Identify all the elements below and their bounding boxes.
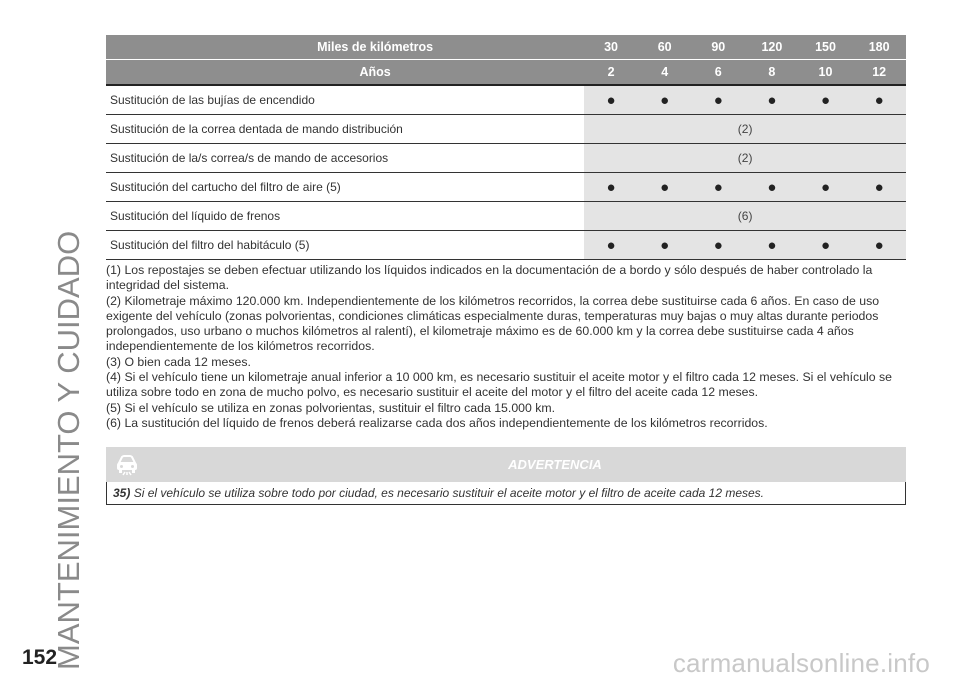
warning-box bbox=[106, 447, 906, 505]
service-dot: ● bbox=[799, 173, 853, 202]
year-value: 4 bbox=[638, 60, 692, 86]
service-dot: ● bbox=[745, 85, 799, 115]
service-dot: ● bbox=[691, 231, 745, 260]
service-dot: ● bbox=[691, 85, 745, 115]
km-value: 30 bbox=[584, 35, 638, 60]
warning-header bbox=[106, 447, 906, 482]
years-header-label: Años bbox=[106, 60, 584, 86]
warning-title: ADVERTENCIA bbox=[508, 457, 602, 472]
operation-label: Sustitución del filtro del habitáculo (5) bbox=[106, 231, 584, 260]
service-dot: ● bbox=[584, 85, 638, 115]
footnote: (2) Kilometraje máximo 120.000 km. Independientemente de los kilómetros recorridos, la correa debe sustituirse cada 6 años. En caso de uso exigente del vehículo (zonas polvorientas, condiciones climáticas especialmente duras, temperaturas muy bajas o muy altas durante periodos prolongados, uso urbano o muchos kilómetros al ralentí), el kilometraje máximo es de 60.000 km y la correa debe sustituirse cada 4 años independientemente de los kilómetros recorridos. bbox=[106, 293, 880, 354]
service-note: (6) bbox=[584, 202, 906, 231]
km-value: 150 bbox=[799, 35, 853, 60]
km-value: 60 bbox=[638, 35, 692, 60]
table-header-years bbox=[106, 60, 906, 86]
table-header-km bbox=[106, 35, 906, 60]
service-dot: ● bbox=[638, 173, 692, 202]
footnote: (6) La sustitución del líquido de frenos deberá realizarse cada dos años independientemente de los kilómetros recorridos. bbox=[106, 415, 768, 430]
table-row bbox=[106, 85, 906, 115]
service-dot: ● bbox=[638, 231, 692, 260]
watermark: carmanualsonline.info bbox=[672, 648, 930, 678]
service-note: (2) bbox=[584, 144, 906, 173]
operation-label: Sustitución del líquido de frenos bbox=[106, 202, 584, 231]
service-dot: ● bbox=[638, 85, 692, 115]
km-value: 90 bbox=[691, 35, 745, 60]
year-value: 2 bbox=[584, 60, 638, 86]
service-dot: ● bbox=[745, 231, 799, 260]
table-row bbox=[106, 115, 906, 144]
table-row bbox=[106, 202, 906, 231]
year-value: 12 bbox=[852, 60, 906, 86]
service-dot: ● bbox=[799, 231, 853, 260]
table-row bbox=[106, 144, 906, 173]
operation-label: Sustitución de la/s correa/s de mando de accesorios bbox=[106, 144, 584, 173]
service-dot: ● bbox=[745, 173, 799, 202]
footnote: (3) O bien cada 12 meses. bbox=[106, 354, 251, 369]
service-dot: ● bbox=[852, 85, 906, 115]
maintenance-schedule-table bbox=[106, 35, 906, 260]
service-note: (2) bbox=[584, 115, 906, 144]
km-value: 180 bbox=[852, 35, 906, 60]
service-dot: ● bbox=[852, 173, 906, 202]
warning-ref: 35) bbox=[113, 486, 131, 500]
km-header-label: Miles de kilómetros bbox=[106, 35, 584, 60]
table-row bbox=[106, 231, 906, 260]
year-value: 6 bbox=[691, 60, 745, 86]
footnotes bbox=[106, 263, 906, 431]
footnote: (1) Los repostajes se deben efectuar utilizando los líquidos indicados en la documentación de a bordo y sólo después de haber controlado la integridad del sistema. bbox=[106, 263, 873, 293]
footnote: (5) Si el vehículo se utiliza en zonas polvorientas, sustituir el filtro cada 15.000 km. bbox=[106, 400, 556, 415]
section-side-title bbox=[51, 30, 86, 670]
year-value: 10 bbox=[799, 60, 853, 86]
operation-label: Sustitución del cartucho del filtro de aire (5) bbox=[106, 173, 584, 202]
service-dot: ● bbox=[852, 231, 906, 260]
year-value: 8 bbox=[745, 60, 799, 86]
operation-label: Sustitución de las bujías de encendido bbox=[106, 85, 584, 115]
service-dot: ● bbox=[799, 85, 853, 115]
warning-text: Si el vehículo se utiliza sobre todo por ciudad, es necesario sustituir el aceite motor y el filtro de aceite cada 12 meses. bbox=[133, 486, 765, 500]
km-value: 120 bbox=[745, 35, 799, 60]
page-number: 152 bbox=[22, 646, 58, 669]
footnote: (4) Si el vehículo tiene un kilometraje anual inferior a 10 000 km, es necesario sustituir el aceite motor y el filtro cada 12 meses. Si el vehículo se utiliza sobre todo en zona de mucho polvo, es necesario sustituir el aceite del motor y el filtro del aceite cada 12 meses. bbox=[106, 370, 893, 400]
service-dot: ● bbox=[584, 173, 638, 202]
service-dot: ● bbox=[584, 231, 638, 260]
service-dot: ● bbox=[691, 173, 745, 202]
section-title-text: MANTENIMIENTO Y CUIDADO bbox=[51, 230, 86, 670]
warning-body bbox=[106, 482, 906, 505]
operation-label: Sustitución de la correa dentada de mando distribución bbox=[106, 115, 584, 144]
table-row bbox=[106, 173, 906, 202]
